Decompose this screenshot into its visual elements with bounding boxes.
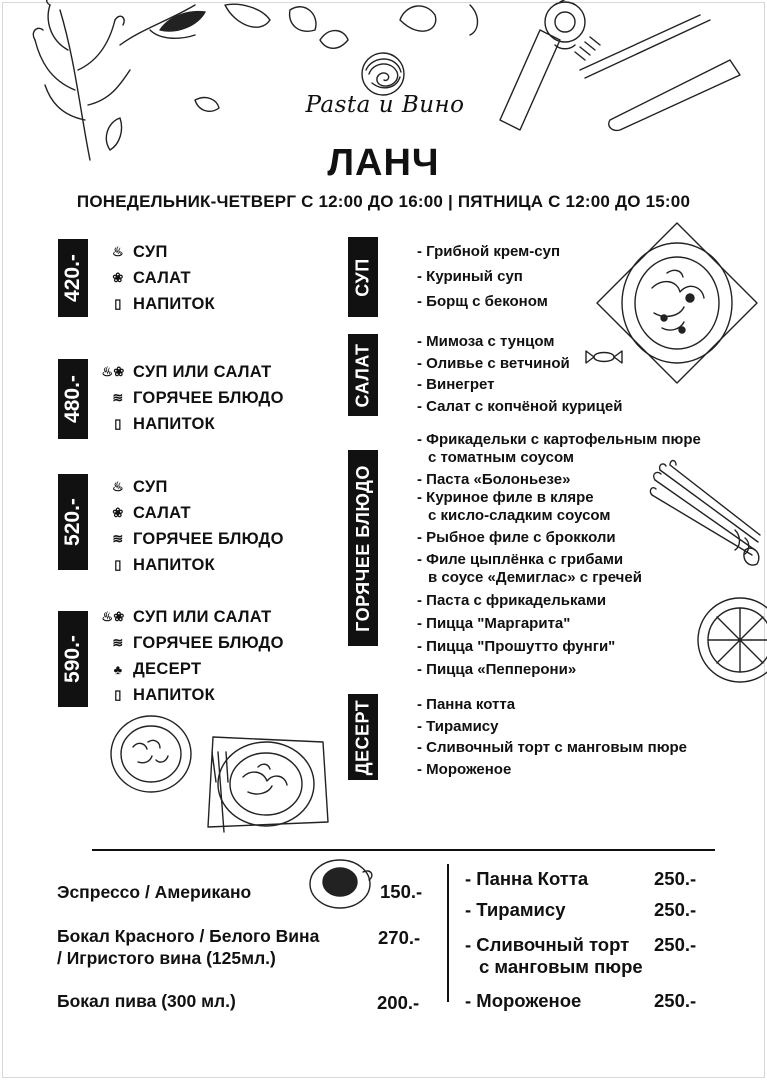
dish-item: - Сливочный торт с манговым пюре [417, 739, 688, 756]
leaf-sketch-top-icon [220, 0, 350, 55]
glass-icon: ▯ [114, 416, 122, 431]
combo-item-label: САЛАТ [133, 503, 191, 522]
price-label: 420.- [61, 254, 84, 302]
combo-item-label: СУП ИЛИ САЛАТ [133, 607, 272, 626]
dish-line-cont: с кисло-сладким соусом [428, 507, 611, 524]
drink-price: 270.- [378, 927, 421, 948]
brand-name: Pasta и Вино [305, 92, 465, 118]
soup-or-salad-icon: ♨❀ [101, 364, 125, 379]
price-tag-420 [58, 239, 88, 317]
combo-item-label: САЛАТ [133, 268, 191, 287]
dessert-cream-cake [465, 934, 643, 978]
dish-line: - Пицца «Пепперони» [417, 661, 577, 678]
combo-item [103, 526, 284, 552]
dish-line: - Филе цыплёнка с грибами [417, 551, 624, 568]
combo-item [103, 291, 215, 317]
dish-line: - Паста с фрикадельками [417, 592, 607, 609]
combo-item-label: СУП [133, 477, 168, 496]
dish-line: - Куриное филе в кляре [417, 489, 594, 506]
plates-sketch-icon [108, 712, 333, 837]
lemon-sketch-icon [695, 590, 765, 695]
combo-item-label: ГОРЯЧЕЕ БЛЮДО [133, 388, 284, 407]
combo-item [103, 604, 284, 630]
price-label: 480.- [61, 375, 84, 423]
dish-item: - Грибной крем-суп [417, 243, 561, 260]
combo-590 [103, 604, 284, 708]
glass-icon: ▯ [114, 296, 122, 311]
soup-bowl-icon: ♨ [112, 479, 124, 494]
category-salad [348, 334, 378, 416]
dish-line: - Рыбное филе с брокколи [417, 529, 616, 546]
dish-item: - Салат с копчёной курицей [417, 397, 623, 415]
dish-item: - Тирамису [417, 717, 499, 735]
dessert-price: 250.- [654, 899, 697, 920]
price-tag-480 [58, 359, 88, 439]
category-soup [348, 237, 378, 317]
dish-item [417, 661, 701, 679]
dessert-list [417, 696, 687, 782]
dessert-tiramisu: - Тирамису [465, 899, 566, 920]
drink-wine [57, 925, 319, 969]
combo-item [103, 500, 284, 526]
drink-name: Эспрессо / Американо [57, 882, 252, 902]
category-label: САЛАТ [352, 343, 373, 407]
glass-icon: ▯ [114, 687, 122, 702]
drink-beer [57, 990, 236, 1012]
price-label: 520.- [61, 498, 84, 546]
combo-item-label: ГОРЯЧЕЕ БЛЮДО [133, 529, 284, 548]
combo-item [103, 630, 284, 656]
hot-dish-icon: ≋ [112, 531, 124, 546]
soup-or-salad-icon: ♨❀ [101, 609, 125, 624]
dessert-ice-cream: - Мороженое [465, 990, 582, 1011]
combo-item [103, 552, 284, 578]
drink-name: Бокал Красного / Белого Вина [57, 926, 320, 946]
dish-line: - Паста «Болоньезе» [417, 471, 571, 488]
dish-item [417, 638, 701, 656]
column-divider [447, 864, 449, 1002]
drink-price: 200.- [377, 992, 420, 1013]
hot-dish-icon: ≋ [112, 390, 124, 405]
herb-sketch-top-left-icon [20, 0, 220, 160]
drink-name: Бокал пива (300 мл.) [57, 991, 236, 1011]
combo-item [103, 385, 284, 411]
combo-520 [103, 474, 284, 578]
price-label: 590.- [61, 635, 84, 683]
vegetables-sketch-top-right-icon [380, 0, 765, 140]
category-hot-dish [348, 450, 378, 646]
combo-item [103, 359, 284, 385]
combo-420 [103, 239, 215, 317]
combo-item-label: НАПИТОК [133, 294, 216, 313]
drink-price: 150.- [380, 881, 423, 902]
cupcake-icon: ♣ [113, 661, 123, 677]
dish-item [417, 615, 701, 633]
salad-bowl-icon: ❀ [112, 505, 124, 520]
combo-item-label: НАПИТОК [133, 414, 216, 433]
hot-dish-icon: ≋ [112, 635, 124, 650]
soup-bowl-icon: ♨ [112, 244, 124, 259]
glass-icon: ▯ [114, 557, 122, 572]
opening-hours: ПОНЕДЕЛЬНИК-ЧЕТВЕРГ С 12:00 ДО 16:00 | ПЯТНИЦА С 12:00 ДО 15:00 [76, 192, 691, 211]
dessert-panna-cotta: - Панна Котта [465, 868, 589, 889]
dish-item [417, 592, 701, 610]
category-label: СУП [352, 257, 373, 297]
logo-mark-icon [357, 50, 409, 98]
combo-item-label: ГОРЯЧЕЕ БЛЮДО [133, 633, 284, 652]
asparagus-sketch-icon [650, 460, 765, 575]
dessert-price: 250.- [654, 868, 697, 889]
dish-line-cont: с томатным соусом [428, 449, 575, 466]
combo-item-label: НАПИТОК [133, 685, 216, 704]
price-tag-520 [58, 474, 88, 570]
coffee-cup-sketch-icon [305, 852, 375, 912]
dish-item: - Винегрет [417, 376, 495, 393]
combo-item-label: СУП [133, 242, 168, 261]
combo-item [103, 656, 284, 682]
category-dessert [348, 694, 378, 780]
drink-name-cont: / Игристого вина (125мл.) [57, 948, 276, 968]
category-label: ГОРЯЧЕЕ БЛЮДО [352, 464, 373, 632]
dessert-price: 250.- [654, 934, 697, 955]
dish-line: - Пицца "Прошутто фунги" [417, 638, 616, 655]
combo-item [103, 239, 215, 265]
dessert-name-cont: с манговым пюре [479, 956, 643, 977]
candy-sketch-icon [584, 346, 624, 368]
dish-item: - Борщ с беконом [417, 293, 548, 310]
salad-bowl-icon: ❀ [112, 270, 124, 285]
dessert-price: 250.- [654, 990, 697, 1011]
combo-item-label: ДЕСЕРТ [133, 659, 202, 678]
combo-item [103, 265, 215, 291]
dish-line-cont: в соусе «Демиглас» с гречей [428, 569, 642, 586]
dish-item: - Панна котта [417, 696, 516, 713]
category-label: ДЕСЕРТ [352, 699, 373, 775]
combo-480 [103, 359, 284, 437]
dish-item: - Куриный суп [417, 268, 523, 285]
dish-line: - Фрикадельки с картофельным пюре [417, 431, 701, 448]
combo-item-label: НАПИТОК [133, 555, 216, 574]
page-title: ЛАНЧ [327, 142, 440, 184]
dish-line: - Пицца "Маргарита" [417, 615, 571, 632]
soup-list [417, 243, 560, 318]
combo-item-label: СУП ИЛИ САЛАТ [133, 362, 272, 381]
combo-item [103, 682, 284, 708]
combo-item [103, 474, 284, 500]
drink-espresso [57, 881, 251, 903]
dish-item: - Мороженое [417, 760, 512, 778]
price-tag-590 [58, 611, 88, 707]
dish-item: - Оливье с ветчиной [417, 354, 570, 372]
combo-item [103, 411, 284, 437]
dish-item: - Мимоза с тунцом [417, 333, 555, 350]
section-divider [92, 849, 715, 851]
dessert-name: - Сливочный торт [465, 934, 630, 955]
